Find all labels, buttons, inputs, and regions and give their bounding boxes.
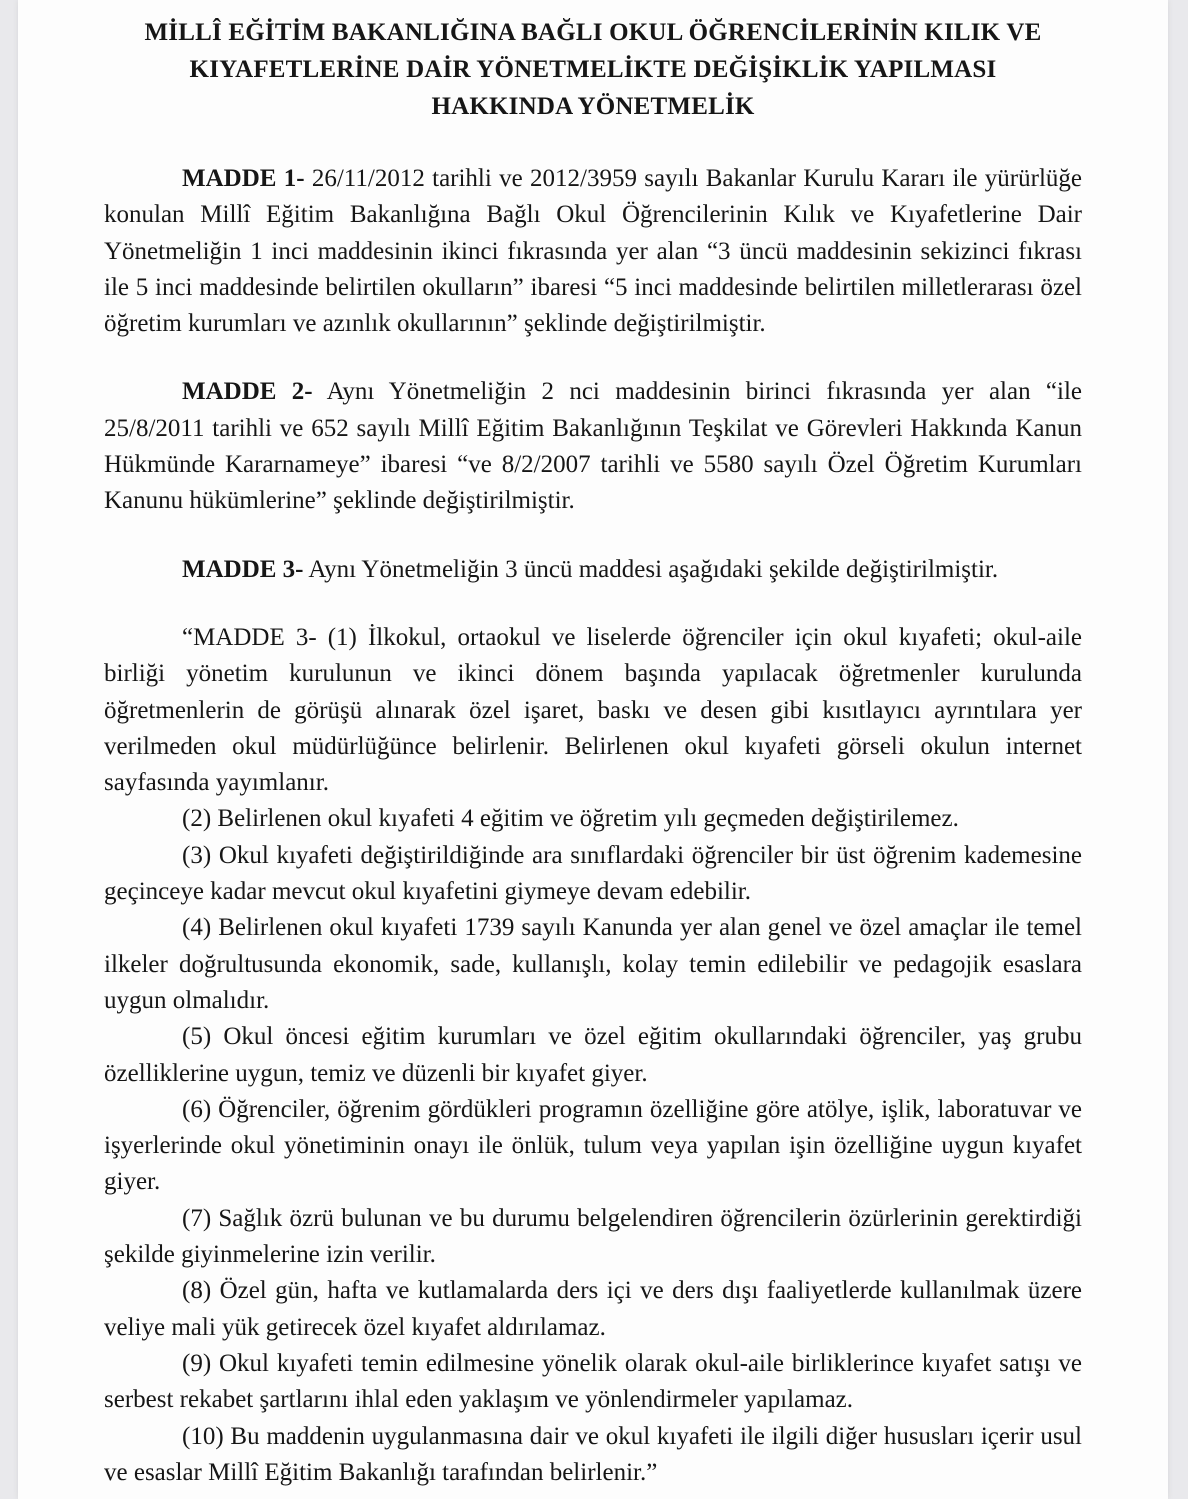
document-page bbox=[18, 0, 1168, 1499]
amended-paragraph-2: (2) Belirlenen okul kıyafeti 4 eğitim ve öğretim yılı geçmeden değiştirilemez. bbox=[182, 805, 959, 833]
article-2-label: MADDE 2- bbox=[182, 378, 313, 406]
amended-paragraph-9: (9) Okul kıyafeti temin edilmesine yönelik olarak okul-aile birliklerince kıyafet satışı ve serbest rekabet şartlarını ihlal eden yaklaşım ve yönlendirmeler yapılamaz. bbox=[104, 1349, 1082, 1414]
amended-paragraph-5: (5) Okul öncesi eğitim kurumları ve özel eğitim okullarındaki öğrenciler, yaş grubu özelliklerine uygun, temiz ve düzenli bir kıyafet giyer. bbox=[104, 1023, 1082, 1087]
article-1-label: MADDE 1- bbox=[182, 165, 305, 192]
amended-paragraph-1: “MADDE 3- (1) İlkokul, ortaokul ve liselerde öğrenciler için okul kıyafeti; okul-aile birliği yönetim kurulunun ve ikinci dönem başında yapılacak öğretmenler kurulunda öğretmenlerin de görüşü alınarak özel işaret, baskı ve desen gibi kısıtlayıcı ayrıntılara yer verilmeden okul müdürlüğünce belirlenir. Belirlenen okul kıyafeti görseli okulun internet sayfasında yayımlanır. bbox=[104, 623, 1082, 797]
title-line: MİLLÎ EĞİTİM BAKANLIĞINA BAĞLI OKUL ÖĞRENCİLERİNİN KILIK VE bbox=[144, 19, 1042, 46]
amended-paragraph-4: (4) Belirlenen okul kıyafeti 1739 sayılı Kanunda yer alan genel ve özel amaçlar ile temel ilkeler doğrultusunda ekonomik, sade, kullanışlı, kolay temin edilebilir ve pedagojik esaslara uygun olmalıdır. bbox=[104, 914, 1082, 1014]
article-3 bbox=[104, 552, 1082, 588]
article-2 bbox=[104, 374, 1082, 519]
article-2-text: Aynı Yönetmeliğin 2 nci maddesinin birinci fıkrasında yer alan “ile 25/8/2011 tarihli ve 652 sayılı Millî Eğitim Bakanlığının Teşkilat ve Görevleri Hakkında Kanun Hükmünde Kararnameye” ibaresi “ve 8/2/2007 tarihli ve 5580 sayılı Özel Öğretim Kurumları Kanunu hükümlerine” şeklinde değiştirilmiştir. bbox=[104, 378, 1083, 515]
amended-paragraph-7: (7) Sağlık özrü bulunan ve bu durumu belgelendiren öğrencilerin özürlerinin gerektirdiği şekilde giyinmelerine izin verilir. bbox=[104, 1204, 1082, 1269]
document-title bbox=[104, 14, 1082, 125]
document-body bbox=[104, 14, 1082, 1491]
article-3-label: MADDE 3- bbox=[182, 555, 304, 583]
amended-paragraph-3: (3) Okul kıyafeti değiştirildiğinde ara sınıflardaki öğrenciler bir üst öğrenim kademesine geçinceye kadar mevcut okul kıyafetini giymeye devam edebilir. bbox=[104, 841, 1082, 906]
article-1 bbox=[104, 161, 1082, 342]
amended-paragraph-8: (8) Özel gün, hafta ve kutlamalarda ders içi ve ders dışı faaliyetlerde kullanılmak üzere veliye mali yük getirecek özel kıyafet aldırılamaz. bbox=[104, 1277, 1082, 1341]
amended-paragraph-10: (10) Bu maddenin uygulanmasına dair ve okul kıyafeti ile ilgili diğer hususları içerir usul ve esaslar Millî Eğitim Bakanlığı tarafından belirlenir.” bbox=[104, 1422, 1082, 1486]
amended-paragraph-6: (6) Öğrenciler, öğrenim gördükleri programın özelliğine göre atölye, işlik, laboratuvar ve işyerlerinde okul yönetiminin onayı ile önlük, tulum veya yapılan işin özelliğine uygun kıyafet giyer. bbox=[104, 1095, 1082, 1196]
article-3-text: Aynı Yönetmeliğin 3 üncü maddesi aşağıdaki şekilde değiştirilmiştir. bbox=[303, 555, 999, 583]
title-line: HAKKINDA YÖNETMELİK bbox=[431, 93, 755, 120]
article-1-text: 26/11/2012 tarihli ve 2012/3959 sayılı Bakanlar Kurulu Kararı ile yürürlüğe konulan Millî Eğitim Bakanlığına Bağlı Okul Öğrencilerinin Kılık ve Kıyafetlerine Dair Yönetmeliğin 1 inci maddesinin ikinci fıkrasında yer alan “3 üncü maddesinin sekizinci fıkrası ile 5 inci maddesinde belirtilen okulların” ibaresi “5 inci maddesinde belirtilen milletlerarası özel öğretim kurumları ve azınlık okullarının” şeklinde değiştirilmiştir. bbox=[104, 165, 1082, 338]
title-line: KIYAFETLERİNE DAİR YÖNETMELİKTE DEĞİŞİKLİK YAPILMASI bbox=[189, 56, 997, 83]
